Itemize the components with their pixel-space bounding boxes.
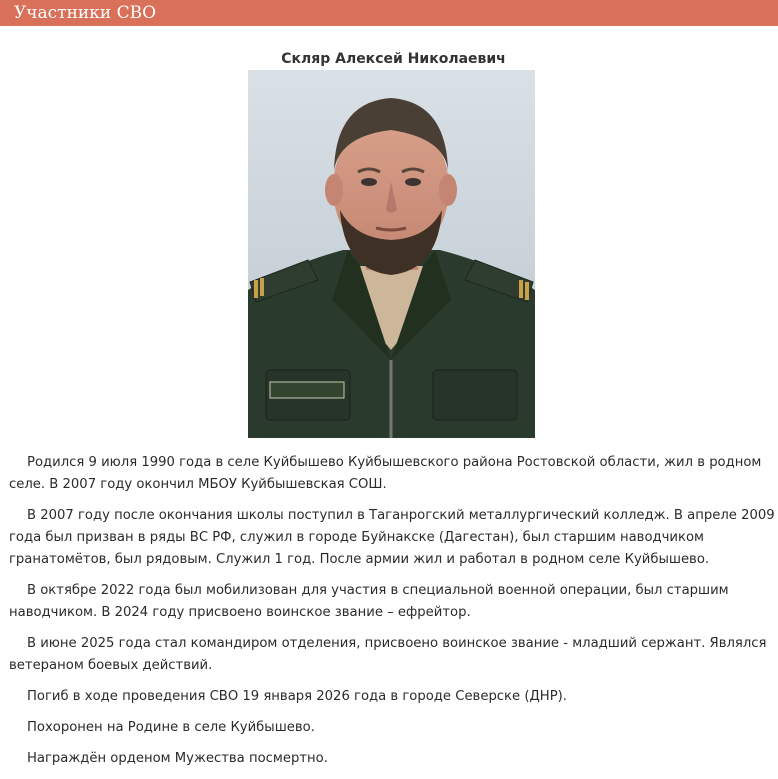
bio-paragraph: Похоронен на Родине в селе Куйбышево. [27,720,315,735]
bio-paragraph: Погиб в ходе проведения СВО 19 января 2026 года в городе Северске (ДНР). [27,689,567,704]
bio-paragraph: В июне 2025 года стал командиром отделения, присвоено воинское звание - младший сержант. Являлся ветераном боевых действий. [9,636,767,673]
section-title: Участники СВО [14,3,157,23]
biography-text [9,452,775,779]
bio-paragraph: В октябре 2022 года был мобилизован для участия в специальной военной операции, был старшим наводчиком. В 2024 году присвоено воинское звание – ефрейтор. [9,583,729,620]
bio-paragraph: Награждён орденом Мужества посмертно. [27,751,328,766]
bio-paragraph: В 2007 году после окончания школы поступил в Таганрогский металлургический колледж. В апреле 2009 года был призван в ряды ВС РФ, служил в городе Буйнакске (Дагестан), был старшим наводчиком гранатомётов, был рядовым. Служил 1 год. После армии жил и работал в родном селе Куйбышево. [9,508,775,567]
section-header-bar [0,0,778,26]
person-name: Скляр Алексей Николаевич [281,51,506,67]
portrait-photo [248,70,535,438]
bio-paragraph: Родился 9 июля 1990 года в селе Куйбышево Куйбышевского района Ростовской области, жил в родном селе. В 2007 году окончил МБОУ Куйбышевская СОШ. [9,455,762,492]
